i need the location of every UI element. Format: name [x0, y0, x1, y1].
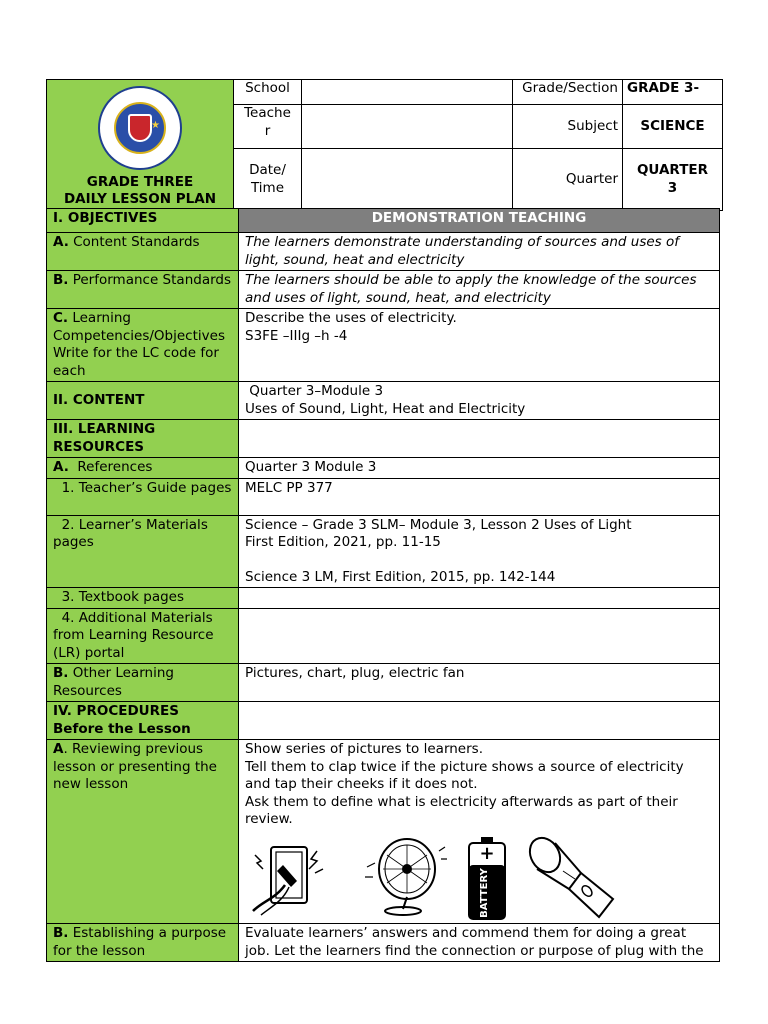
content-standards-label: A. Content Standards	[47, 233, 239, 271]
deped-seal-logo: ★	[98, 86, 182, 170]
teachers-guide-label: 1. Teacher’s Guide pages	[47, 478, 239, 515]
lesson-plan-table	[46, 208, 720, 962]
textbook-pages-value	[239, 588, 720, 609]
header-title-line1: GRADE THREE	[86, 174, 194, 190]
school-label: School	[234, 80, 302, 105]
textbook-pages-label: 3. Textbook pages	[47, 588, 239, 609]
content-text: Quarter 3–Module 3 Uses of Sound, Light, Heat and Electricity	[239, 382, 720, 420]
grade-section-label: Grade/Section	[513, 80, 623, 105]
additional-materials-value	[239, 608, 720, 664]
date-time-value[interactable]	[302, 149, 513, 211]
objectives-label: I. OBJECTIVES	[47, 209, 239, 233]
content-standards-text: The learners demonstrate understanding of sources and uses of light, sound, heat and electricity	[239, 233, 720, 271]
performance-standards-text: The learners should be able to apply the knowledge of the sources and uses of light, sound, heat, and electricity	[239, 271, 720, 309]
procedures-label: IV. PROCEDURES Before the Lesson	[47, 702, 239, 740]
quarter-value: QUARTER 3	[623, 149, 723, 211]
references-label: A. References	[47, 458, 239, 479]
content-label: II. CONTENT	[47, 382, 239, 420]
references-text: Quarter 3 Module 3	[239, 458, 720, 479]
learning-competencies-label: C. Learning Competencies/Objectives Write for the LC code for each	[47, 309, 239, 382]
battery-icon	[465, 835, 509, 921]
other-resources-text: Pictures, chart, plug, electric fan	[239, 664, 720, 702]
subject-value: SCIENCE	[623, 105, 723, 149]
electric-fan-icon	[363, 837, 447, 917]
subject-label: Subject	[513, 105, 623, 149]
school-value[interactable]	[302, 80, 513, 105]
learning-competencies-text: Describe the uses of electricity. S3FE –IIIg –h -4	[239, 309, 720, 382]
learners-materials-label: 2. Learner’s Materials pages	[47, 515, 239, 588]
svg-text:+: +	[479, 842, 495, 864]
learners-materials-text: Science – Grade 3 SLM– Module 3, Lesson 2 Uses of Light First Edition, 2021, pp. 11-15 Science 3 LM, First Edition, 2015, pp. 142-144	[239, 515, 720, 588]
teacher-label: Teache r	[234, 105, 302, 149]
learning-resources-label: III. LEARNING RESOURCES	[47, 420, 239, 458]
plug-socket-icon	[245, 841, 345, 917]
teachers-guide-text: MELC PP 377	[239, 478, 720, 515]
header-title-line2: DAILY LESSON PLAN	[63, 191, 217, 207]
demonstration-teaching-header: DEMONSTRATION TEACHING	[239, 209, 720, 233]
svg-text:BATTERY: BATTERY	[479, 867, 490, 918]
header-title-cell	[47, 80, 234, 211]
flashlight-icon	[523, 835, 619, 921]
learning-resources-value	[239, 420, 720, 458]
quarter-label: Quarter	[513, 149, 623, 211]
performance-standards-label: B. Performance Standards	[47, 271, 239, 309]
lesson-plan-header	[46, 79, 723, 211]
teacher-value[interactable]	[302, 105, 513, 149]
date-time-label: Date/ Time	[234, 149, 302, 211]
additional-materials-label: 4. Additional Materials from Learning Resource (LR) portal	[47, 608, 239, 664]
other-resources-label: B. Other Learning Resources	[47, 664, 239, 702]
establishing-purpose-label: B. Establishing a purpose for the lesson	[47, 924, 239, 962]
procedures-value	[239, 702, 720, 740]
reviewing-lesson-text: Show series of pictures to learners. Tell them to clap twice if the picture shows a source of electricity and tap their cheeks if it does not. Ask them to define what is electricity afterwards as part of their review. + BATTERY	[239, 740, 720, 924]
reviewing-lesson-label: A. Reviewing previous lesson or presenting the new lesson	[47, 740, 239, 924]
establishing-purpose-text: Evaluate learners’ answers and commend them for doing a great job. Let the learners find the connection or purpose of plug with the	[239, 924, 720, 962]
picture-series	[245, 835, 713, 921]
grade-value: GRADE 3-	[623, 80, 723, 105]
